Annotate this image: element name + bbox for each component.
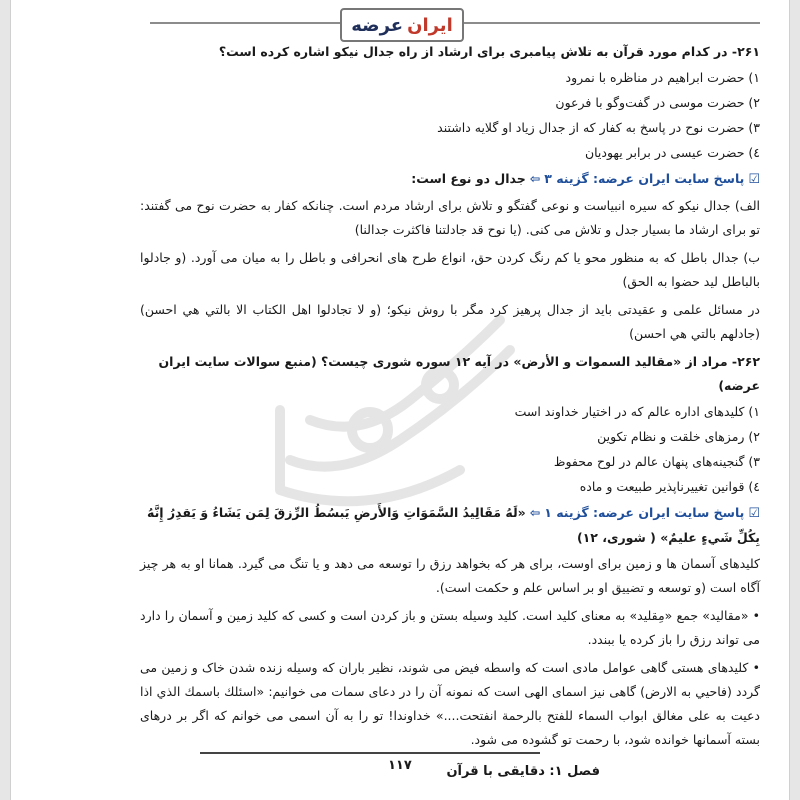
checkbox-icon: ☑ [748, 172, 760, 187]
question-261: ۲۶۱- در کدام مورد قرآن به تلاش پیامبری برای ارشاد از راه جدال نیکو اشاره کرده است؟ [218, 44, 760, 59]
q262-paragraph-3: • کلیدهای هستی گاهی عوامل مادی است که واسطه فیض می شوند، نظیر باران که وسیله زنده شدن خاک و زمین می گردد (فاحيي به الارض) گاهی نیز اسمای الهی است که نمونه آن را در دعای سمات می خوانیم: «اسئلك باسمك الذي اذا دعيت به علی مغالق ابواب السماء للفتح بالرحمة انفتحت....» خداوندا! تو را به آن اسمی می خوانم که اگر بر درهای بسته آسمانها خوانده شود، با رحمت تو گشوده می شود. [140, 660, 760, 747]
footer-rule [200, 752, 540, 754]
q261-answer-label: پاسخ سایت ایران عرضه: گزینه ۳ [544, 171, 745, 186]
q262-option-3: ۳) گنجینه‌های پنهان عالم در لوح محفوظ [553, 454, 760, 469]
page-edge-right [789, 0, 800, 800]
q261-option-2: ۲) حضرت موسی در گفت‌وگو با فرعون [555, 95, 760, 110]
q261-paragraph-1: الف) جدال نیکو که سیره انبیاست و نوعی گفتگو و تلاش برای ارشاد مردم است. چنانکه کفار به حضرت نوح می گفتند: تو برای ارشاد ما بسیار جدل و تلاش می کنی. (یا نوح قد جادلتنا فاکثرت جدالنا) [140, 198, 760, 237]
q262-option-4: ٤) قوانین تغییرناپذیر طبیعت و ماده [579, 479, 760, 494]
arrow-left-icon: ⇦ [529, 505, 541, 520]
header-rule-left [150, 22, 340, 24]
logo-text-2: عرضه [351, 14, 404, 36]
question-262: ۲۶۲- مراد از «مقالید السموات و الأرض» در آیه ۱۲ سوره شوری چیست؟ (منبع سوالات سایت ایران عرضه) [158, 354, 760, 393]
q261-paragraph-2: ب) جدال باطل که به منظور محو یا کم رنگ کردن حق، انواع طرح های انحرافی و باطل را به میان می آورد. (و جادلوا بالباطل لید حضوا به الحق) [140, 250, 760, 289]
q262-option-2: ۲) رمزهای خلقت و نظام تکوین [597, 429, 760, 444]
logo-text-1: ایران [407, 14, 453, 36]
q261-option-4: ٤) حضرت عیسی در برابر یهودیان [584, 145, 760, 160]
chapter-title: فصل ۱: دقایقی با قرآن [446, 764, 600, 779]
q262-answer-label: پاسخ سایت ایران عرضه: گزینه ۱ [544, 505, 745, 520]
q262-answer-text: «لَهُ مَقَالِيدُ السَّمَوَاتِ وَالأَرضِ يَبسُطُ الرِّزقَ لِمَن يَشَاءُ وَ يَقدِرُ إِنَّهُ بِكُلِّ شَيءٍ عليمٌ» ( شوری، ۱۲) [147, 505, 760, 545]
q261-answer [140, 167, 760, 192]
checkbox-icon: ☑ [748, 506, 760, 521]
q262-paragraph-2: • «مقالید» جمع «مِقلید» به معنای کلید است. کلید وسیله بستن و باز کردن است و کسی که کلید زمین و آسمان را دارد می تواند رزق را باز کرده یا ببندد. [140, 608, 760, 647]
site-logo [340, 8, 464, 42]
q261-paragraph-3: در مسائل علمی و عقیدتی باید از جدال پرهیز کرد مگر با روش نیکو؛ (و لا تجادلوا اهل الکتاب الا بالتي هي احسن) (جادلهم بالتي هي احسن) [140, 302, 760, 341]
q262-paragraph-1: کلیدهای آسمان ها و زمین برای اوست، برای هر که بخواهد رزق را توسعه می دهد و یا تنگ می گیرد. همانا او به هر چیز آگاه است (و توسعه و تضییق او بر اساس علم و حکمت است). [140, 556, 760, 595]
q261-option-1: ۱) حضرت ابراهیم در مناظره با نمرود [565, 70, 760, 85]
main-content [140, 40, 760, 756]
q261-option-3: ۳) حضرت نوح در پاسخ به کفار که از جدال زیاد او گلایه داشتند [437, 120, 760, 135]
page-number: ۱۱۷ [388, 758, 412, 773]
arrow-left-icon: ⇦ [529, 171, 541, 186]
q262-answer [140, 501, 760, 550]
header-rule-right [460, 22, 760, 24]
q261-answer-text: جدال دو نوع است: [411, 171, 526, 186]
q262-option-1: ۱) کلیدهای اداره عالم که در اختیار خداوند است [514, 404, 760, 419]
page-edge-left [0, 0, 11, 800]
